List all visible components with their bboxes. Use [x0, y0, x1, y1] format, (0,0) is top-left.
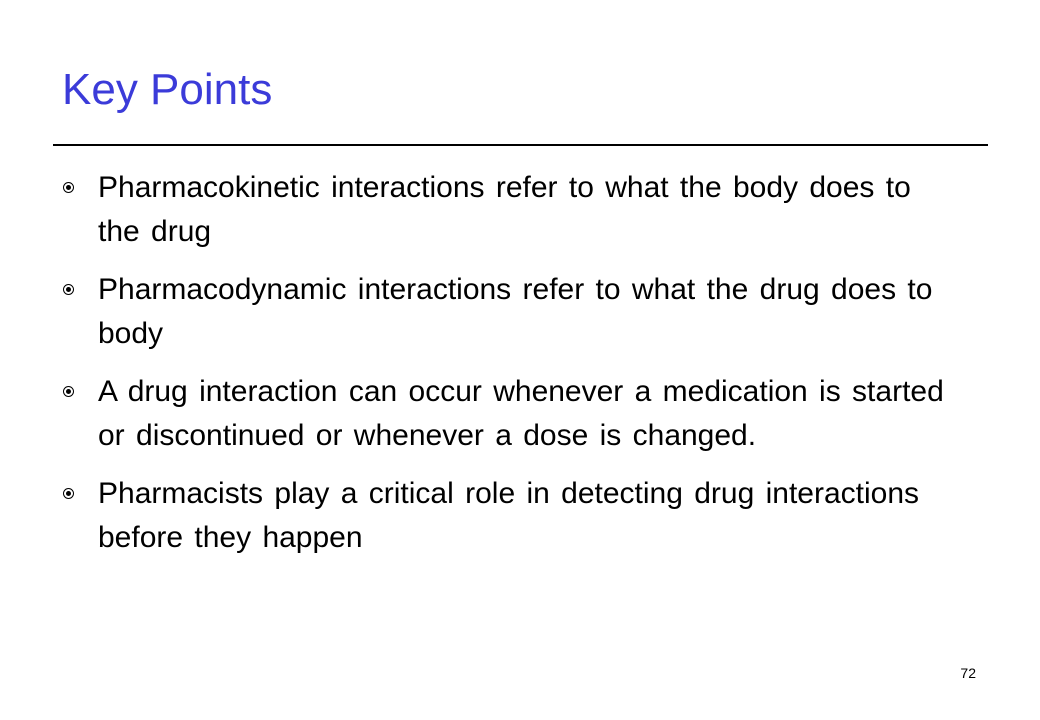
- circle-bullet-icon: [63, 386, 74, 397]
- bullet-item: [60, 268, 960, 356]
- page-number: 72: [960, 665, 976, 681]
- bullet-item: [60, 166, 960, 254]
- bullet-item: [60, 472, 960, 560]
- bullet-text: Pharmacodynamic interactions refer to what the drug does to body: [98, 273, 933, 350]
- circle-bullet-icon: [63, 284, 74, 295]
- slide-title: Key Points: [62, 65, 273, 114]
- bullet-item: [60, 370, 960, 458]
- bullet-text: Pharmacists play a critical role in detecting drug interactions before they happen: [98, 477, 920, 554]
- bullet-text: A drug interaction can occur whenever a medication is started or discontinued or whenever a dose is changed.: [98, 375, 944, 452]
- circle-bullet-icon: [63, 488, 74, 499]
- bullet-list: [60, 159, 960, 574]
- title-divider: [53, 144, 988, 146]
- circle-bullet-icon: [63, 182, 74, 193]
- bullet-text: Pharmacokinetic interactions refer to what the body does to the drug: [98, 171, 911, 248]
